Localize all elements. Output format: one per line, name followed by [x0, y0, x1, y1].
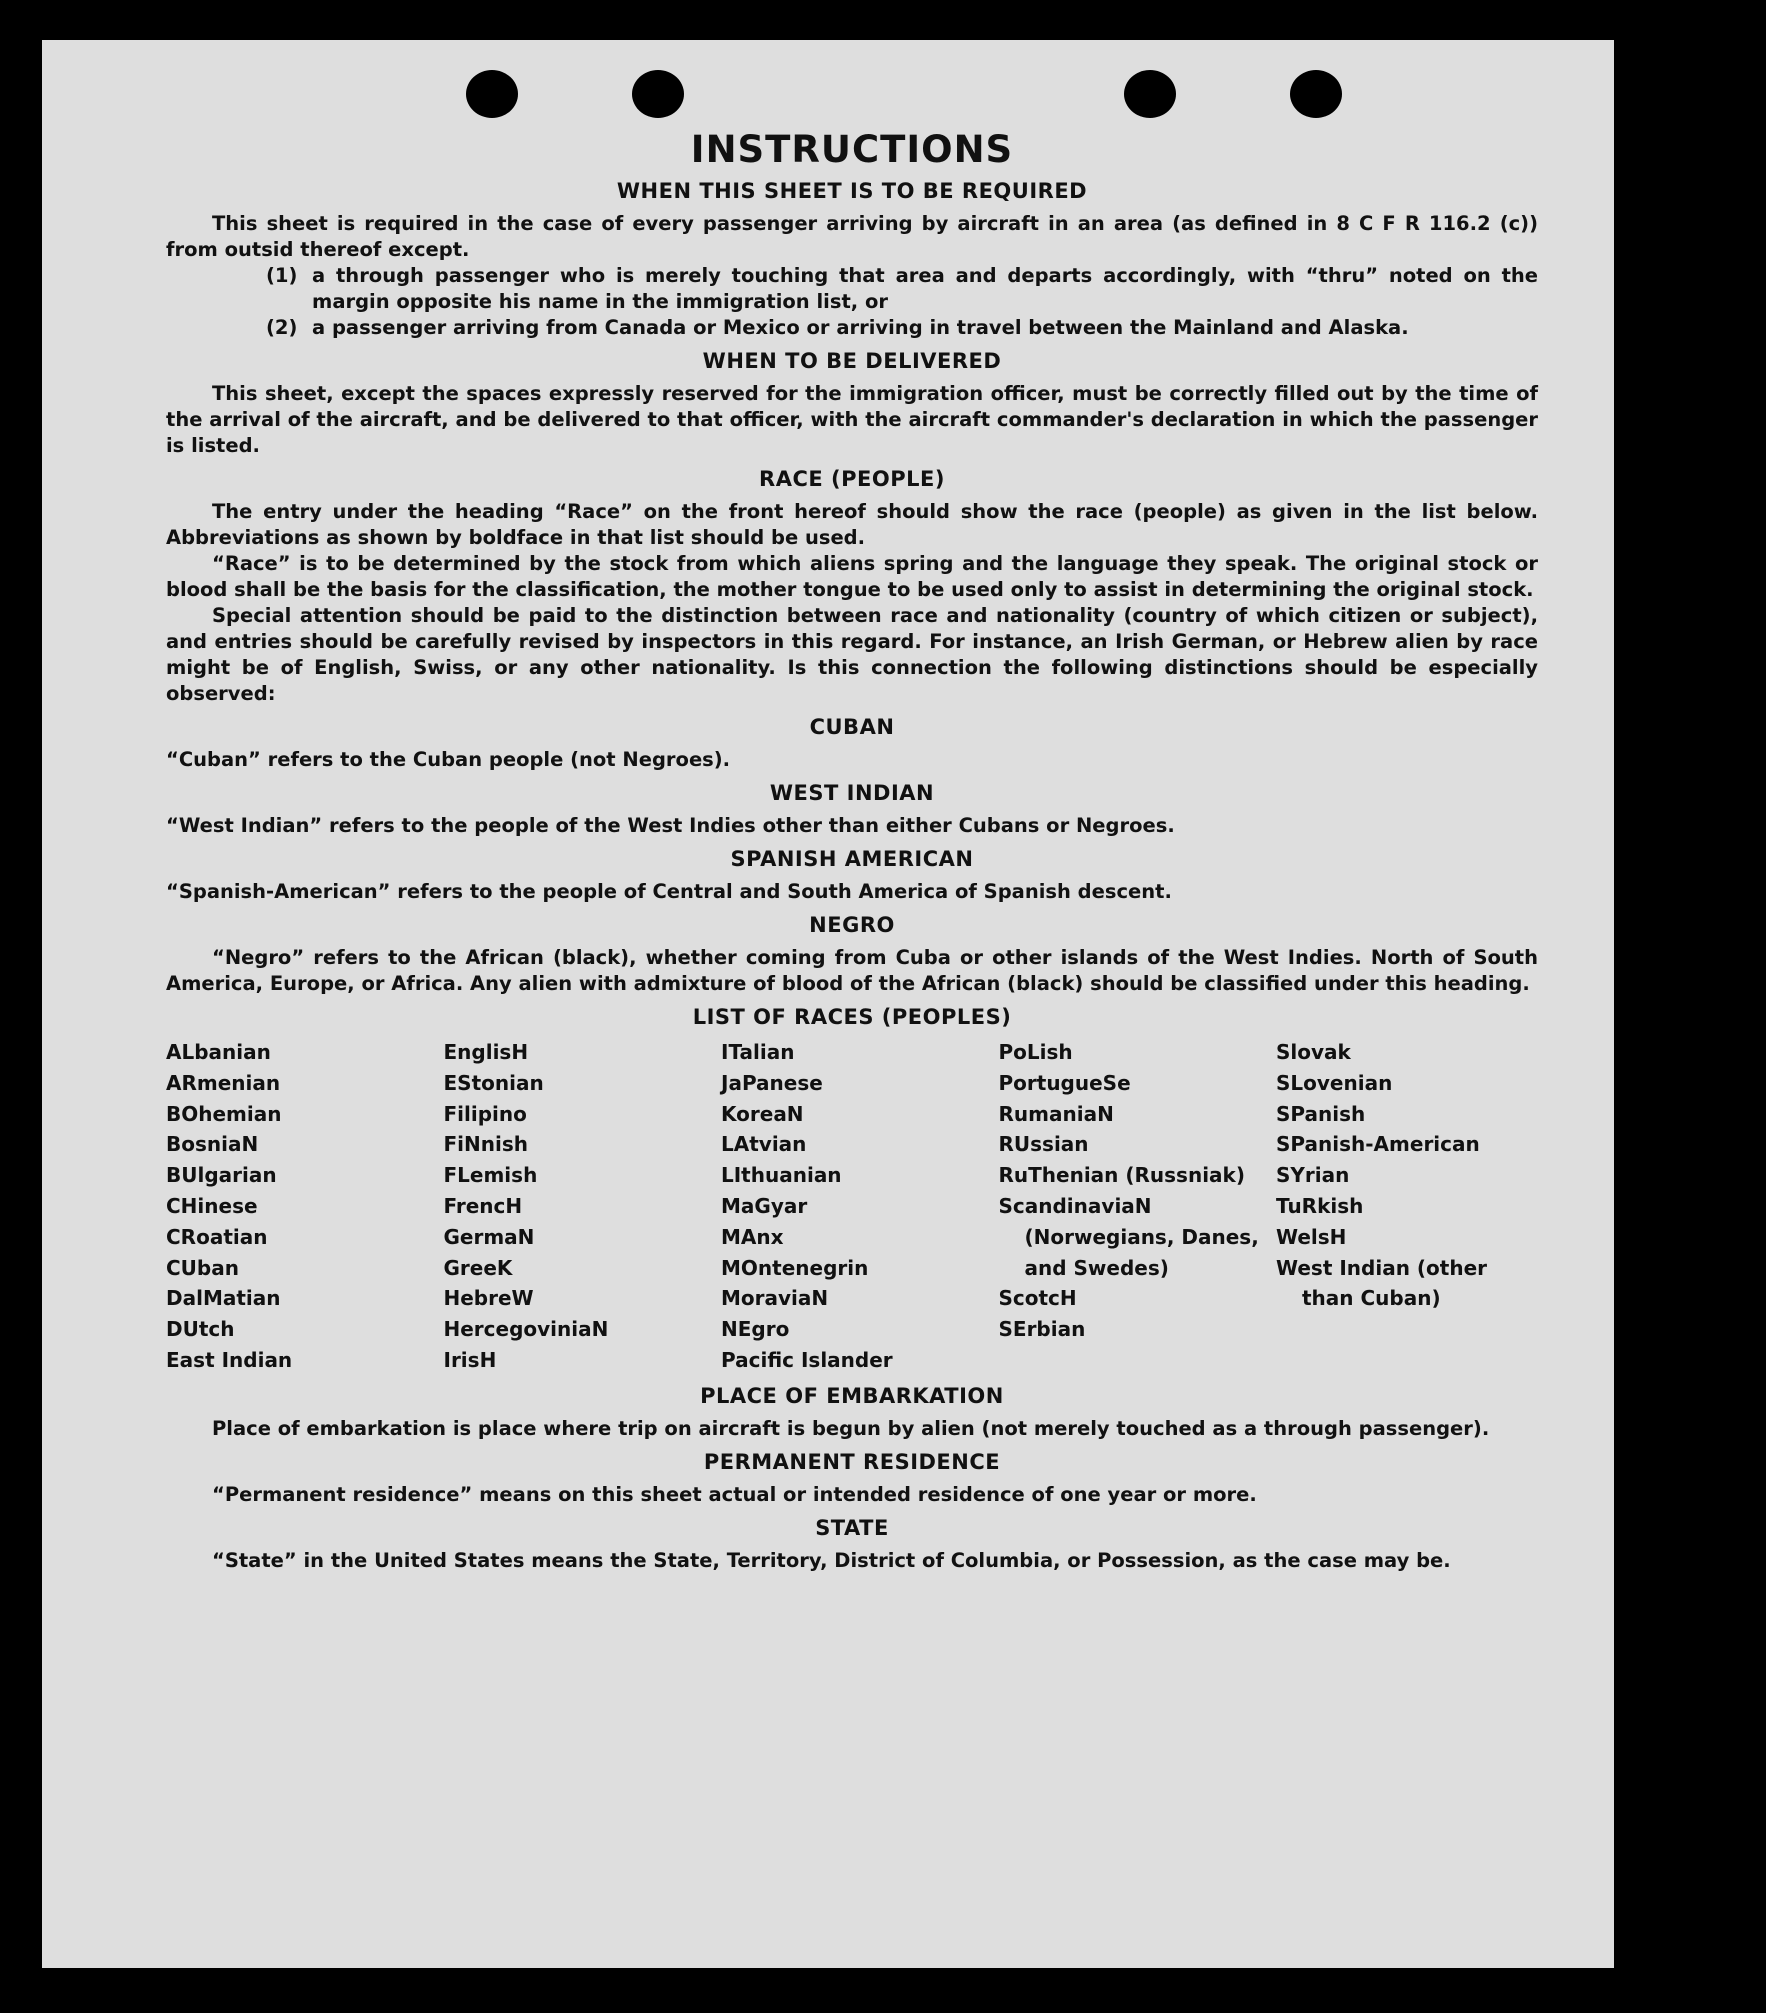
punch-hole-2: [632, 70, 684, 118]
heading-spanish-american: SPANISH AMERICAN: [730, 847, 974, 871]
race-item: TuRkish: [1276, 1193, 1364, 1218]
race-item: BUlgarian: [166, 1163, 277, 1188]
race-item: BOhemian: [166, 1101, 282, 1126]
heading-cuban: CUBAN: [809, 715, 895, 739]
race-item: Slovak: [1276, 1040, 1351, 1064]
race-item: LAtvian: [721, 1132, 807, 1157]
item-text: a through passenger who is merely touching that area and departs accordingly, with “thru” noted on the margin opposite his name in the immigration list, or: [312, 264, 1538, 313]
race-item: LIthuanian: [721, 1163, 842, 1188]
race-item: MOntenegrin: [721, 1255, 869, 1280]
race-item: ALbanian: [166, 1040, 271, 1064]
item-text: a passenger arriving from Canada or Mexico or arriving in travel between the Mainland and Alaska.: [312, 316, 1409, 339]
item-number: (1): [266, 264, 298, 287]
heading-delivered: WHEN TO BE DELIVERED: [702, 349, 1002, 373]
heading-west-indian: WEST INDIAN: [769, 781, 935, 805]
race-item: Filipino: [443, 1101, 527, 1126]
heading-embarkation: PLACE OF EMBARKATION: [700, 1383, 1004, 1408]
race-item: IrisH: [443, 1347, 497, 1372]
race-item: DUtch: [166, 1317, 235, 1342]
race-item: MoraviaN: [721, 1286, 829, 1311]
race-item: BosniaN: [166, 1132, 259, 1157]
race-item: Pacific Islander: [721, 1347, 893, 1372]
negro-text: “Negro” refers to the African (black), whether coming from Cuba or other islands of the West Indies. North of South America, Europe, or Africa. Any alien with admixture of blood of the African (black) should be classified under this heading.: [166, 946, 1538, 995]
document-page: [42, 40, 1614, 1968]
races-column-3: [721, 1037, 983, 1376]
races-column-4: [999, 1037, 1261, 1376]
west-indian-text: “West Indian” refers to the people of the West Indies other than either Cubans or Negroes.: [166, 814, 1175, 837]
race-paragraph-2: “Race” is to be determined by the stock from which aliens spring and the language they speak. The original stock or blood shall be the basis for the classification, the mother tongue to be used only to assist in determining the original stock.: [166, 552, 1538, 601]
heading-negro: NEGRO: [809, 913, 895, 937]
race-item: RuThenian (Russniak): [998, 1163, 1245, 1188]
page-title: INSTRUCTIONS: [690, 128, 1014, 171]
delivered-text: This sheet, except the spaces expressly reserved for the immigration officer, must be correctly filled out by the time of the arrival of the aircraft, and be delivered to that officer, with the aircraft commander's declaration in which the passenger is listed.: [166, 382, 1538, 457]
race-item: West Indian (other than Cuban): [1276, 1255, 1487, 1311]
race-item: SLovenian: [1276, 1070, 1393, 1095]
required-text: This sheet is required in the case of every passenger arriving by aircraft in an area (as defined in 8 C F R 116.2 (c)) from outsid thereof except.: [166, 212, 1538, 261]
race-item: HebreW: [443, 1286, 534, 1311]
race-item: PortugueSe: [998, 1070, 1131, 1095]
heading-race: RACE (PEOPLE): [759, 467, 945, 491]
required-item-1: [166, 263, 1538, 315]
races-column-5: [1276, 1037, 1538, 1376]
heading-required: WHEN THIS SHEET IS TO BE REQUIRED: [616, 179, 1088, 203]
races-column-2: [444, 1037, 706, 1376]
race-item: SYrian: [1276, 1163, 1350, 1188]
race-item: RUssian: [998, 1132, 1089, 1157]
heading-races-list: LIST OF RACES (PEOPLES): [692, 1005, 1012, 1029]
punch-hole-4: [1290, 70, 1342, 118]
race-item: FiNnish: [443, 1132, 528, 1157]
punch-hole-3: [1124, 70, 1176, 118]
race-item: CRoatian: [166, 1224, 268, 1249]
spanish-american-text: “Spanish-American” refers to the people of Central and South America of Spanish descent.: [166, 880, 1172, 903]
race-item: ScandinaviaN (Norwegians, Danes, and Swedes): [998, 1193, 1259, 1280]
race-item: HercegoviniaN: [443, 1317, 609, 1342]
heading-state: STATE: [815, 1515, 889, 1540]
heading-residence: PERMANENT RESIDENCE: [703, 1449, 1001, 1474]
residence-text: “Permanent residence” means on this sheet actual or intended residence of one year or more.: [212, 1482, 1257, 1506]
race-item: GermaN: [443, 1224, 535, 1249]
race-item: JaPanese: [721, 1070, 823, 1095]
race-item: FrencH: [443, 1193, 523, 1218]
race-item: ARmenian: [166, 1070, 281, 1095]
race-item: PoLish: [998, 1040, 1073, 1064]
instructions-content: [166, 128, 1538, 1574]
race-item: East Indian: [166, 1347, 293, 1372]
item-number: (2): [266, 316, 298, 339]
race-item: ITalian: [721, 1040, 795, 1064]
race-item: DalMatian: [166, 1286, 281, 1311]
race-item: EStonian: [443, 1070, 544, 1095]
race-item: WelsH: [1276, 1224, 1347, 1249]
race-item: RumaniaN: [998, 1101, 1114, 1126]
race-item: SPanish-American: [1276, 1132, 1480, 1157]
race-item: EnglisH: [443, 1040, 529, 1064]
race-paragraph-1: The entry under the heading “Race” on the front hereof should show the race (people) as given in the list below. Abbreviations as shown by boldface in that list should be used.: [166, 500, 1538, 549]
races-column-1: [166, 1037, 428, 1376]
required-item-2: [166, 315, 1538, 341]
race-item: NEgro: [721, 1317, 790, 1342]
race-item: FLemish: [443, 1163, 538, 1188]
races-list: [166, 1037, 1538, 1376]
state-text: “State” in the United States means the State, Territory, District of Columbia, or Possession, as the case may be.: [212, 1548, 1451, 1572]
race-item: ScotcH: [998, 1286, 1077, 1311]
race-item: CHinese: [166, 1193, 258, 1218]
race-item: KoreaN: [721, 1101, 804, 1126]
race-item: CUban: [166, 1255, 239, 1280]
cuban-text: “Cuban” refers to the Cuban people (not Negroes).: [166, 748, 731, 771]
race-item: MAnx: [721, 1224, 784, 1249]
race-item: MaGyar: [721, 1193, 808, 1218]
punch-hole-1: [466, 70, 518, 118]
embarkation-text: Place of embarkation is place where trip on aircraft is begun by alien (not merely touched as a through passenger).: [212, 1416, 1490, 1440]
race-paragraph-3: Special attention should be paid to the distinction between race and nationality (country of which citizen or subject), and entries should be carefully revised by inspectors in this regard. For instance, an Irish German, or Hebrew alien by race might be of English, Swiss, or any other nationality. Is this connection the following distinctions should be especially observed:: [166, 604, 1538, 705]
race-item: GreeK: [443, 1255, 513, 1280]
race-item: SPanish: [1276, 1101, 1366, 1126]
race-item: SErbian: [998, 1317, 1086, 1342]
